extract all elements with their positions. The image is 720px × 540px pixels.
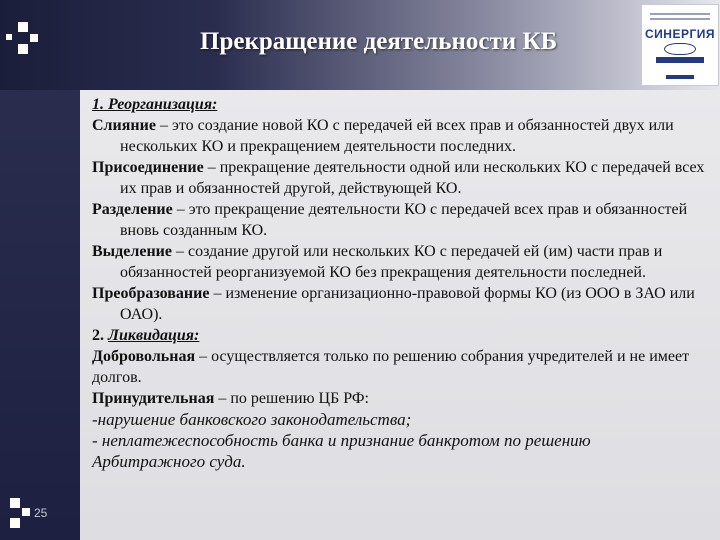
decor-square [18,22,28,32]
merger-paragraph [92,115,707,157]
merger-term: Слияние [92,117,156,134]
slide-title: Прекращение деятельности КБ [200,28,558,55]
logo-line [650,13,710,15]
slide-content [92,94,707,472]
left-sidebar [0,90,80,540]
forced-reason-2: - неплатежеспособность банка и признание банкротом по решению Арбитражного суда. [92,431,591,471]
section2-number: 2. [92,327,108,344]
forced-paragraph [92,388,707,409]
separation-term: Выделение [92,243,172,260]
logo-bar [666,75,694,79]
synergy-logo [641,4,719,86]
accession-term: Присоединение [92,159,204,176]
division-text: – это прекращение деятельности КО с передачей всех прав и обязанностей вновь созданным КО. [120,201,688,239]
division-paragraph [92,199,707,241]
forced-text: – по решению ЦБ РФ: [214,390,369,407]
merger-text: – это создание новой КО с передачей ей всех прав и обязанностей двух или нескольких КО и прекращением деятельности последних. [120,117,674,155]
logo-emblem [664,43,696,55]
section2-heading [92,325,707,346]
transformation-term: Преобразование [92,285,210,302]
forced-term: Принудительная [92,390,215,407]
decor-square [30,34,38,42]
decor-square [6,34,12,40]
accession-paragraph [92,157,707,199]
logo-bar [656,57,704,63]
decor-square [22,508,30,516]
voluntary-term: Добровольная [92,348,196,365]
decor-square [18,44,28,54]
logo-name: СИНЕРГИЯ [644,27,716,41]
section2-heading-text: Ликвидация: [108,327,200,344]
voluntary-paragraph [92,346,707,388]
division-term: Разделение [92,201,173,218]
transformation-text: – изменение организационно-правовой формы КО (из ООО в ЗАО или ОАО). [120,285,695,323]
forced-reason-1: -нарушение банковского законодательства; [92,410,412,429]
section1-heading [92,94,707,115]
decor-square [10,518,20,528]
separation-text: – создание другой или нескольких КО с передачей ей (им) части прав и обязанностей реорганизуемой КО без прекращения деятельности последней. [120,243,663,281]
logo-line [650,18,710,20]
accession-text: – прекращение деятельности одной или нескольких КО с передачей всех их прав и обязанностей другой, действующей КО. [120,159,705,197]
separation-paragraph [92,241,707,283]
section1-heading-text: 1. Реорганизация: [92,96,218,113]
transformation-paragraph [92,283,707,325]
decor-square [10,498,20,508]
voluntary-text: – осуществляется только по решению собрания учредителей и не имеет долгов. [92,348,690,386]
page-number: 25 [34,506,48,520]
